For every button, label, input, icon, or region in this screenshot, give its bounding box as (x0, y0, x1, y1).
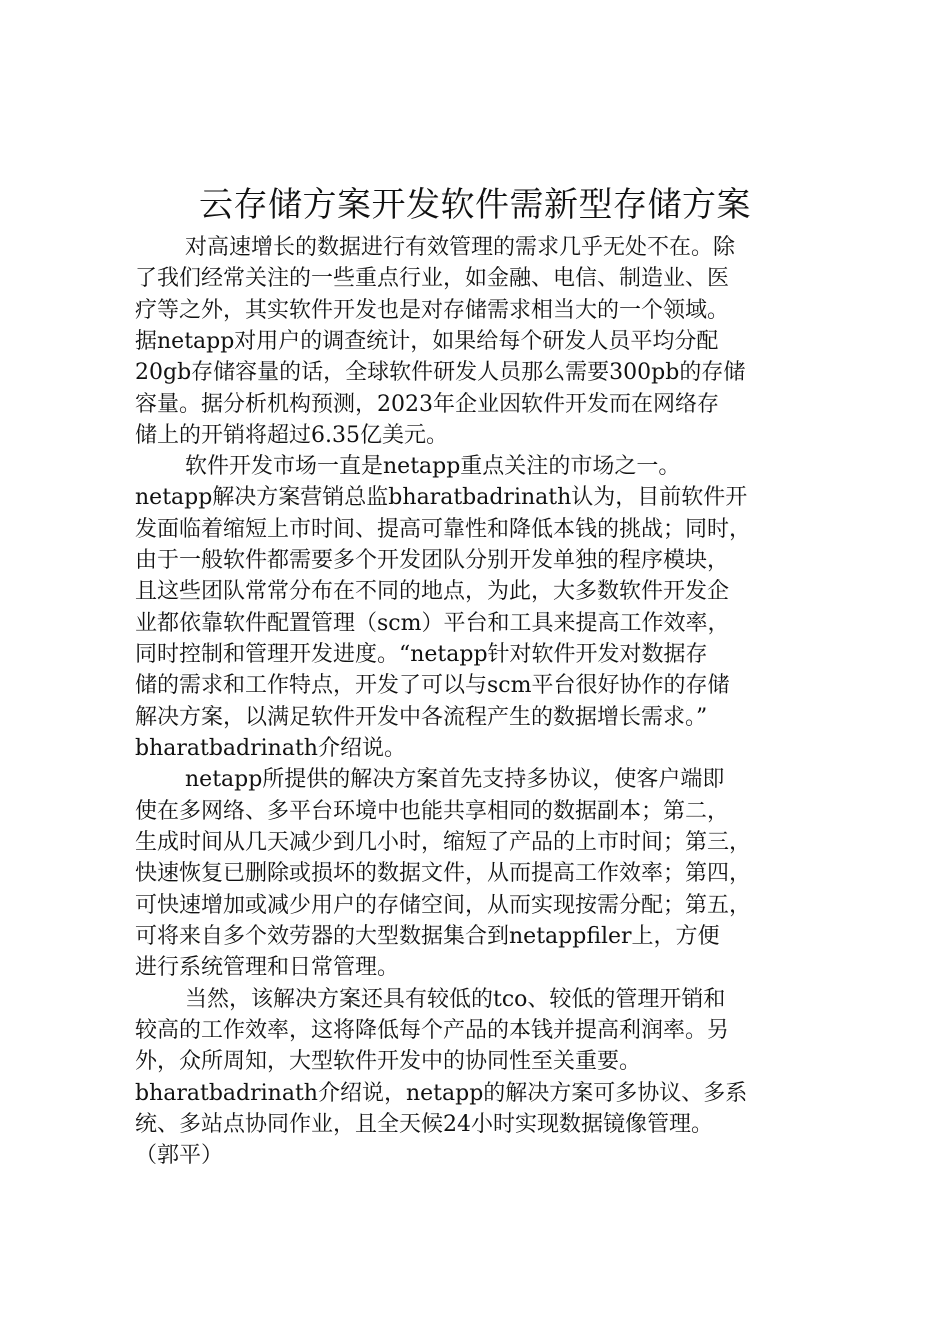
paragraph-4-line-4: bharatbadrinath介绍说，netapp的解决方案可多协议、多系 (135, 1081, 748, 1106)
paragraph-2-line-4: 由于一般软件都需要多个开发团队分别开发单独的程序模块， (135, 548, 730, 573)
paragraph-3-line-3: 生成时间从几天减少到几小时，缩短了产品的上市时间；第三， (135, 830, 752, 855)
paragraph-2-line-10: bharatbadrinath介绍说。 (135, 736, 406, 761)
paragraph-2-line-7: 同时控制和管理开发进度。“netapp针对软件开发对数据存 (135, 642, 708, 667)
paragraph-4-line-2: 较高的工作效率，这将降低每个产品的本钱并提高利润率。另 (135, 1018, 730, 1043)
document-title: 云存储方案开发软件需新型存储方案 (199, 185, 751, 225)
paragraph-3-line-1: netapp所提供的解决方案首先支持多协议，使客户端即 (185, 767, 725, 792)
paragraph-2-line-9: 解决方案，以满足软件开发中各流程产生的数据增长需求。” (135, 705, 708, 730)
paragraph-3-line-2: 使在多网络、多平台环境中也能共享相同的数据副本；第二， (135, 799, 730, 824)
paragraph-1-line-1: 对高速增长的数据进行有效管理的需求几乎无处不在。除 (185, 235, 736, 260)
paragraph-2-line-3: 发面临着缩短上市时间、提高可靠性和降低本钱的挑战；同时， (135, 517, 752, 542)
paragraph-2-line-1: 软件开发市场一直是netapp重点关注的市场之一。 (185, 454, 681, 479)
paragraph-1-line-4: 据netapp对用户的调查统计，如果给每个研发人员平均分配 (135, 329, 719, 354)
paragraph-1-line-6: 容量。据分析机构预测，2023年企业因软件开发而在网络存 (135, 392, 719, 417)
paragraph-4-line-1: 当然，该解决方案还具有较低的tco、较低的管理开销和 (185, 987, 726, 1012)
paragraph-4-line-6: （郭平） (135, 1143, 224, 1168)
paragraph-3-line-5: 可快速增加或减少用户的存储空间，从而实现按需分配；第五， (135, 893, 752, 918)
paragraph-2-line-5: 且这些团队常常分布在不同的地点，为此，大多数软件开发企 (135, 579, 730, 604)
paragraph-3-line-6: 可将来自多个效劳器的大型数据集合到netappfiler上，方便 (135, 924, 720, 949)
paragraph-4-line-3: 外，众所周知，大型软件开发中的协同性至关重要。 (135, 1049, 642, 1074)
paragraph-2-line-6: 业都依靠软件配置管理（scm）平台和工具来提高工作效率， (135, 611, 730, 636)
paragraph-1-line-3: 疗等之外，其实软件开发也是对存储需求相当大的一个领域。 (135, 298, 730, 323)
paragraph-2-line-8: 储的需求和工作特点，开发了可以与scm平台很好协作的存储 (135, 673, 730, 698)
paragraph-2-line-2: netapp解决方案营销总监bharatbadrinath认为，目前软件开 (135, 485, 748, 510)
paragraph-1-line-2: 了我们经常关注的一些重点行业，如金融、电信、制造业、医 (135, 266, 730, 291)
paragraph-3-line-7: 进行系统管理和日常管理。 (135, 955, 400, 980)
paragraph-3-line-4: 快速恢复已删除或损坏的数据文件，从而提高工作效率；第四， (135, 861, 752, 886)
paragraph-4-line-5: 统、多站点协同作业，且全天候24小时实现数据镜像管理。 (135, 1112, 713, 1137)
paragraph-1-line-7: 储上的开销将超过6.35亿美元。 (135, 423, 448, 448)
paragraph-1-line-5: 20gb存储容量的话，全球软件研发人员那么需要300pb的存储 (135, 360, 746, 385)
